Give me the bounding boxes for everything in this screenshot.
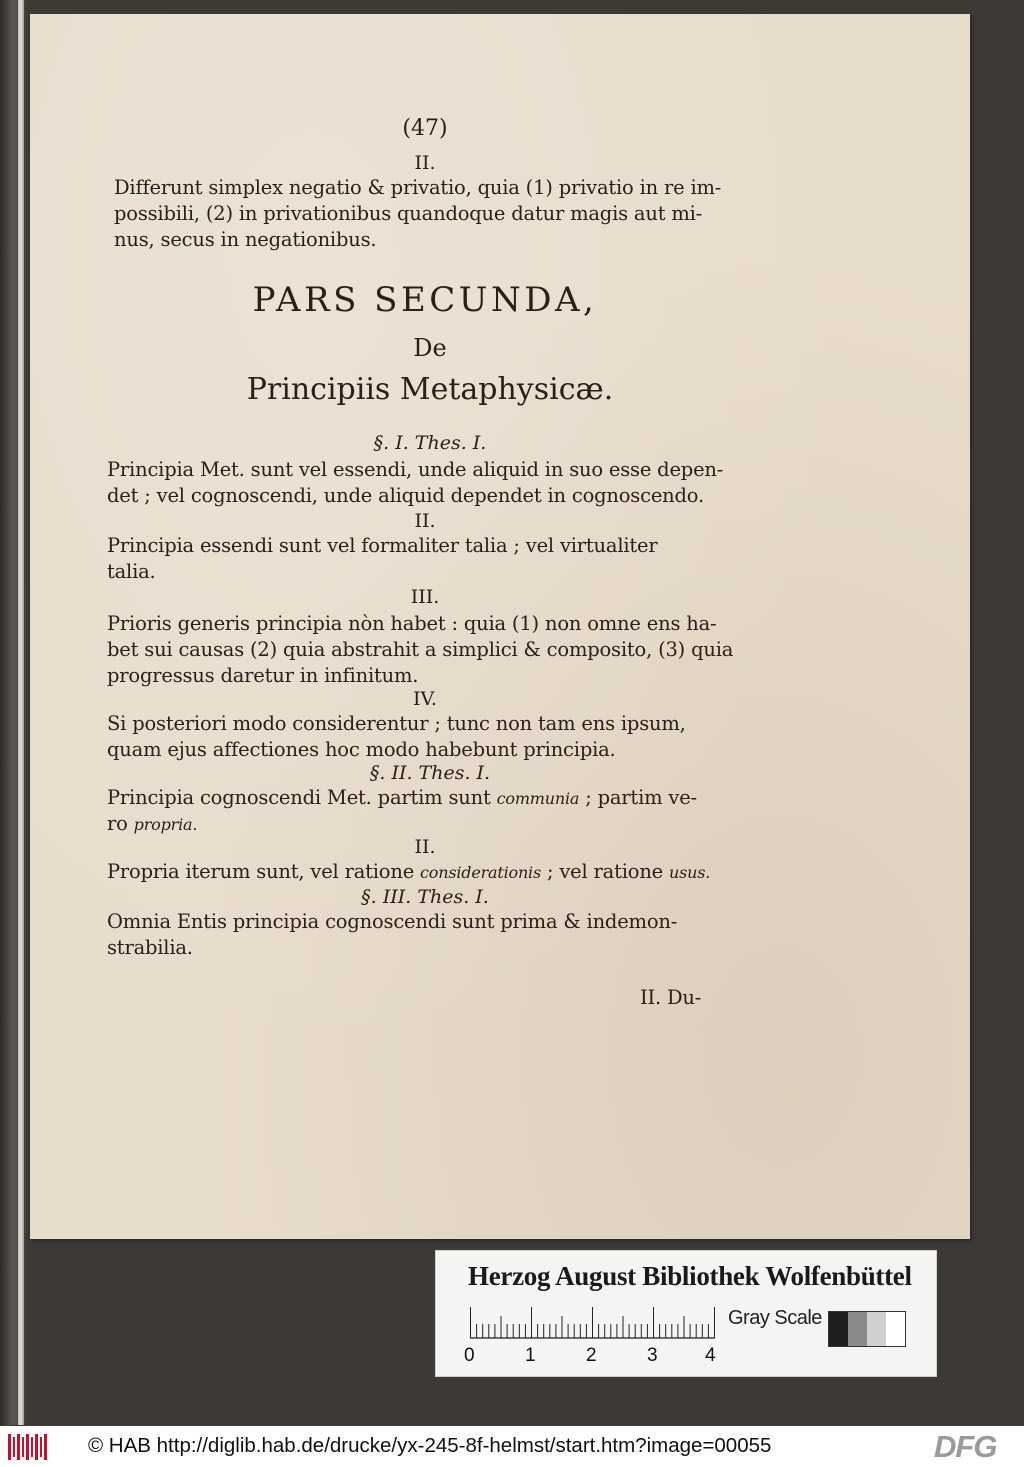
text-line: Si posteriori modo considerentur ; tunc non tam ens ipsum, [107, 712, 686, 735]
book-page [30, 14, 970, 1239]
catchword: II. Du- [640, 986, 702, 1009]
paragraph-heading: §. III. Thes. I. [361, 886, 489, 908]
text-line: Prioris generis principia nòn habet : quia (1) non omne ens ha- [107, 612, 717, 635]
text-line [107, 812, 197, 835]
book-binding-edge [18, 0, 24, 1425]
gray-scale-label: Gray Scale [728, 1307, 822, 1329]
text-line: det ; vel cognoscendi, unde aliquid dependet in cognoscendo. [107, 484, 705, 507]
color-target-card [435, 1250, 937, 1377]
italic-run: usus. [669, 863, 711, 882]
text-line: bet sui causas (2) quia abstrahit a simplici & composito, (3) quia [107, 638, 734, 661]
part-subheading-de: De [413, 334, 447, 362]
swatch [886, 1312, 905, 1346]
ruler-label: 3 [647, 1345, 658, 1366]
text-line: Principia Met. sunt vel essendi, unde aliquid in suo esse depen- [107, 458, 724, 481]
text-run: ro [107, 812, 134, 835]
source-url[interactable]: © HAB http://diglib.hab.de/drucke/yx-245-8f-helmst/start.htm?image=00055 [88, 1434, 772, 1457]
text-line: Principia essendi sunt vel formaliter talia ; vel virtualiter [107, 534, 658, 557]
dfg-logo: DFG [934, 1429, 997, 1464]
ruler-label: 1 [525, 1345, 536, 1366]
paragraph-heading: §. II. Thes. I. [369, 762, 491, 784]
text-line: nus, secus in negationibus. [114, 228, 377, 251]
text-run: Principia cognoscendi Met. partim sunt [107, 786, 497, 809]
section-numeral: II. [414, 510, 436, 532]
text-run: ; vel ratione [541, 860, 670, 883]
ruler-label: 0 [464, 1345, 475, 1366]
page-number: (47) [402, 116, 448, 141]
gray-scale-swatches [828, 1311, 906, 1347]
text-line: progressus daretur in infinitum. [107, 664, 419, 687]
text-run: ; partim ve- [579, 786, 697, 809]
text-line: Differunt simplex negatio & privatio, quia (1) privatio in re im- [114, 176, 722, 199]
text-run: Propria iterum sunt, vel ratione [107, 860, 421, 883]
section-numeral: III. [410, 586, 440, 608]
text-line: quam ejus affectiones hoc modo habebunt principia. [107, 738, 616, 761]
text-line: Omnia Entis principia cognoscendi sunt prima & indemon- [107, 910, 678, 933]
swatch [848, 1312, 867, 1346]
swatch [867, 1312, 886, 1346]
part-heading: PARS SECUNDA, [252, 280, 598, 320]
section-numeral: II. [414, 836, 436, 858]
ruler-labels [460, 1345, 720, 1369]
italic-run: communia [496, 789, 580, 808]
text-line [107, 860, 710, 883]
barcode-logo-icon [8, 1434, 48, 1460]
section-numeral: IV. [413, 688, 437, 710]
part-subheading-title: Principiis Metaphysicæ. [246, 372, 614, 407]
library-name: Herzog August Bibliothek Wolfenbüttel [468, 1261, 912, 1291]
swatch [829, 1312, 848, 1346]
text-line: possibili, (2) in privationibus quandoque datur magis aut mi- [114, 202, 703, 225]
text-line [107, 786, 697, 809]
ruler-label: 4 [705, 1345, 716, 1366]
book-binding [0, 0, 30, 1425]
section-numeral: II. [414, 152, 436, 174]
ruler-scale [470, 1307, 715, 1339]
text-line: talia. [107, 560, 156, 583]
paragraph-heading: §. I. Thes. I. [373, 432, 487, 454]
footer-bar [0, 1426, 1024, 1467]
italic-run: considerationis [420, 863, 541, 882]
ruler-label: 2 [586, 1345, 597, 1366]
text-line: strabilia. [107, 936, 193, 959]
italic-run: propria. [133, 815, 198, 834]
